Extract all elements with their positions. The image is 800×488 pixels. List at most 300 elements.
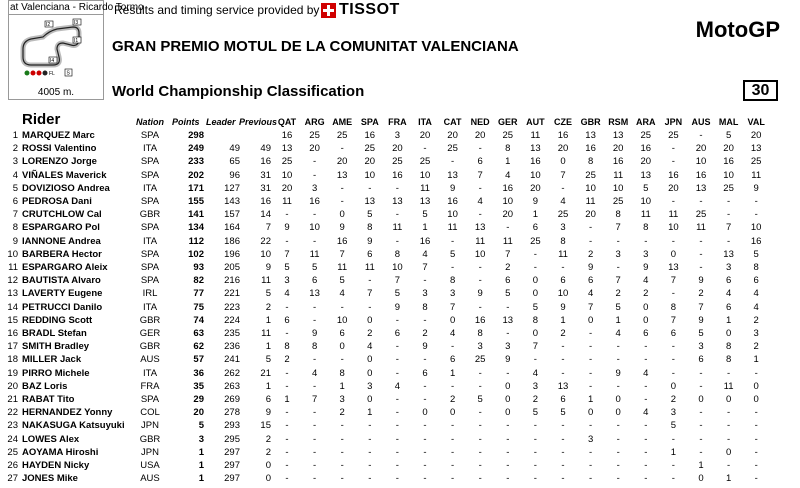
rider-points: 134 [188,222,204,234]
race-result-arg: 20 [309,143,320,155]
race-result-fra: - [395,394,399,405]
race-result-aus: - [699,248,703,260]
rider-nation: COL [140,407,160,419]
gap-to-leader: 297 [224,473,240,485]
race-result-ame: 5 [339,275,345,287]
race-result-aus: 6 [698,354,704,366]
race-result-rsm: - [616,473,620,485]
gap-to-previous: 22 [260,235,271,247]
race-result-aut: 25 [530,235,541,247]
race-result-jpn: 20 [668,182,679,194]
race-result-fra: 8 [394,248,401,260]
page-number: 30 [743,80,778,101]
race-result-ger: 7 [505,248,511,260]
race-result-spa: 16 [364,130,376,141]
leader-header: Leader [206,117,236,127]
race-result-ned: 10 [474,248,486,260]
gap-to-previous: 16 [260,196,271,207]
rider-nation: SPA [140,196,160,207]
race-result-val: 2 [753,341,759,353]
race-result-ara: 2 [643,288,649,300]
race-result-gbr: 8 [587,156,594,168]
race-result-ara: 4 [643,367,649,379]
race-result-ned: - [478,433,482,445]
table-row [0,433,800,446]
gap-to-leader: 297 [224,446,240,458]
race-result-ger: 16 [502,182,514,194]
race-result-gbr: 16 [585,143,596,155]
race-result-arg: 16 [309,196,320,207]
race-result-rsm: 8 [615,209,621,221]
race-result-ame: - [340,433,344,445]
race-result-ned: - [478,367,482,379]
track-name: at Valenciana - Ricardo Tormo [10,2,144,13]
race-result-rsm: - [616,433,620,445]
race-result-ger: 11 [502,235,513,247]
table-row [0,406,800,419]
race-result-mal: - [727,235,731,247]
race-result-aut: 0 [532,288,539,300]
swiss-cross-icon [321,3,336,18]
race-result-ara: 8 [643,222,649,234]
gap-to-leader: 278 [224,407,240,419]
race-result-ned: - [478,182,482,194]
table-row [0,340,800,353]
race-result-ara: - [644,354,648,366]
race-result-ned: 20 [474,130,486,141]
race-result-jpn: 1 [670,446,677,458]
race-result-qat: - [285,235,289,247]
race-result-ger: - [506,446,510,458]
race-result-val: 4 [753,301,759,313]
race-result-fra: 25 [392,156,403,168]
race-result-cze: - [561,262,565,273]
race-result-ara: 6 [643,328,649,339]
race-header-ger: GER [498,117,518,127]
gap-to-leader: 224 [224,314,240,326]
race-result-rsm: - [616,380,620,392]
race-result-cat: - [451,341,455,353]
classification-title: World Championship Classification [112,83,365,100]
rider-points: 75 [193,301,204,313]
race-result-rsm: 1 [615,314,621,326]
track-layout-icon [13,17,101,87]
race-result-ita: 9 [422,341,428,353]
race-result-fra: 9 [394,301,401,313]
race-result-cze: 9 [560,301,566,313]
rider-name: LORENZO Jorge [22,156,97,168]
race-result-mal: - [727,196,731,207]
race-result-aus: - [699,380,703,392]
race-result-jpn: - [671,354,675,366]
svg-text:S: S [66,70,70,77]
table-row [0,129,800,142]
race-result-ara: 0 [643,314,649,326]
race-result-fra: 3 [394,130,401,141]
race-result-ita: 16 [419,235,431,247]
race-result-val: - [754,367,758,379]
race-result-cze: 1 [560,314,566,326]
race-result-ita: - [423,394,427,405]
rider-nation: GBR [139,209,161,221]
race-result-spa: - [368,446,372,458]
rider-name: PEDROSA Dani [22,196,92,207]
rider-name: BAUTISTA Alvaro [22,275,101,287]
race-header-val: VAL [747,117,765,127]
race-result-rsm: 7 [615,222,621,234]
race-result-cze: 8 [560,235,566,247]
race-result-ara: 0 [643,301,649,313]
race-result-spa: 9 [367,235,373,247]
rider-name: JONES Mike [22,473,78,485]
rider-points: 29 [193,394,204,405]
race-result-ita: - [423,143,427,155]
race-result-jpn: - [671,143,675,155]
rider-points: 35 [193,380,204,392]
race-result-aus: - [699,367,703,379]
race-result-gbr: 20 [585,209,596,221]
rider-points: 202 [188,169,204,181]
race-result-cze: - [561,433,565,445]
race-result-ger: 20 [502,209,514,221]
race-result-ger: 2 [505,262,511,273]
race-result-ger: 13 [502,314,514,326]
race-header-rsm: RSM [608,117,629,127]
race-result-jpn: - [671,341,675,353]
race-result-fra: 11 [392,222,403,234]
race-result-spa: 0 [367,354,373,366]
race-result-qat: - [285,407,289,419]
race-result-ned: 5 [477,394,483,405]
gap-to-previous: 2 [265,301,271,313]
race-result-ned: 3 [477,341,483,353]
race-result-ame: 9 [339,222,345,234]
table-row [0,287,800,300]
rider-position: 17 [7,341,18,353]
rider-position: 13 [7,288,18,300]
race-result-ita: - [423,473,427,485]
race-result-aut: 4 [532,367,539,379]
race-result-gbr: 2 [587,248,594,260]
rider-nation: GBR [139,433,161,445]
race-result-cze: - [561,446,565,458]
gap-to-previous: 49 [260,143,271,155]
race-result-rsm: 11 [613,169,624,181]
race-result-ned: 13 [474,222,486,234]
race-result-gbr: - [589,354,593,366]
race-result-cze: 7 [560,169,566,181]
race-result-fra: 4 [394,380,401,392]
race-result-cat: - [451,460,455,471]
rider-nation: SPA [140,248,160,260]
race-result-ame: - [340,196,344,207]
gap-to-previous: 0 [265,460,271,471]
race-result-val: - [754,460,758,471]
race-result-qat: 25 [281,156,293,168]
race-header-aus: AUS [691,117,711,127]
race-result-spa: 4 [367,341,373,353]
race-result-arg: - [313,380,317,392]
race-result-cze: 6 [560,275,566,287]
race-result-rsm: 5 [615,301,621,313]
race-result-ned: - [478,380,482,392]
race-result-jpn: 3 [670,407,677,419]
race-result-rsm: - [616,420,620,432]
race-result-cze: 3 [560,222,566,234]
marker-i1: I1 [74,38,79,44]
race-result-val: 4 [753,288,759,300]
race-result-aut: 9 [532,196,539,207]
race-result-rsm: 25 [612,196,624,207]
race-result-ita: 10 [419,169,431,181]
race-result-cat: - [451,420,455,432]
race-result-arg: - [313,314,317,326]
race-result-mal: 0 [725,328,732,339]
race-result-cze: - [561,182,565,194]
race-result-ame: 7 [339,248,345,260]
race-result-cat: 16 [447,196,458,207]
race-result-ger: 0 [505,407,511,419]
rider-position: 8 [12,222,18,234]
race-result-gbr: - [589,473,593,485]
race-result-ara: - [644,341,648,353]
race-result-mal: - [727,209,731,221]
race-result-fra: 5 [394,288,401,300]
race-result-ger: 5 [505,288,511,300]
marker-i4: I4 [50,58,55,64]
race-result-arg: - [313,301,317,313]
rider-nation: GER [139,328,161,339]
rider-name: HAYDEN Nicky [22,460,90,471]
race-result-cze: - [561,341,565,353]
rider-nation: ITA [142,301,158,313]
race-result-ned: 25 [474,354,486,366]
rider-position: 6 [12,196,18,207]
race-result-aut: 16 [530,156,541,168]
gap-to-leader: 235 [224,328,240,339]
race-result-mal: 1 [725,473,732,485]
race-result-fra: 7 [394,275,401,287]
marker-fl: FL [49,71,55,77]
race-result-val: - [754,196,758,207]
race-result-spa: 0 [367,314,373,326]
race-result-arg: 13 [309,288,320,300]
race-result-mal: 25 [723,182,734,194]
rider-position: 20 [7,380,18,392]
race-result-fra: - [395,209,399,221]
race-result-qat: - [285,420,289,432]
race-header-ara: ARA [636,117,656,127]
race-result-val: - [754,209,758,221]
rider-nation: GBR [139,314,161,326]
race-result-mal: 6 [725,301,732,313]
race-result-aus: 11 [696,222,706,234]
race-result-gbr: - [589,222,593,234]
race-result-aus: - [699,420,703,432]
rider-nation: SPA [140,130,160,141]
race-result-qat: 16 [281,130,293,141]
race-result-gbr: - [589,341,593,353]
race-result-rsm: - [616,235,620,247]
race-result-val: 2 [753,314,759,326]
table-row [0,472,800,485]
rider-points: 36 [193,367,204,379]
race-result-qat: - [285,460,289,471]
race-result-val: 1 [753,354,759,366]
race-result-aus: - [699,407,703,419]
rider-nation: ITA [142,367,158,379]
race-result-jpn: 7 [670,314,677,326]
race-result-aut: 0 [532,328,539,339]
race-result-ita: - [423,354,427,366]
race-result-ame: 25 [336,130,348,141]
race-result-spa: - [368,433,372,445]
rider-points: 82 [193,275,204,287]
race-result-ame: 13 [336,169,348,181]
race-result-ara: - [644,446,648,458]
race-result-qat: - [285,473,289,485]
rider-nation: SPA [140,262,160,273]
table-row [0,327,800,340]
race-result-mal: - [727,460,731,471]
race-result-ned: 6 [477,156,483,168]
rider-position: 4 [12,169,18,181]
race-result-gbr: - [589,380,593,392]
race-result-cat: - [451,235,455,247]
race-result-spa: - [368,473,372,485]
rider-nation: SPA [140,169,160,181]
race-result-ame: 6 [339,328,345,339]
rider-name: NAKASUGA Katsuyuki [22,420,125,432]
rider-name: PETRUCCI Danilo [22,301,103,313]
race-result-ame: - [340,460,344,471]
gap-to-leader: 127 [224,182,240,194]
race-result-fra: - [395,473,399,485]
race-result-gbr: 4 [587,288,594,300]
race-result-ame: - [340,473,344,485]
race-result-ame: 11 [337,262,348,273]
race-result-cat: 2 [449,394,456,405]
rider-nation: SPA [140,275,160,287]
race-result-qat: - [285,433,289,445]
race-header-qat: QAT [277,117,297,127]
race-result-jpn: 8 [670,301,677,313]
race-result-ita: - [423,420,427,432]
tissot-logo [321,1,400,19]
race-result-cat: 13 [447,169,458,181]
race-result-rsm: 3 [615,248,621,260]
race-result-qat: - [285,367,289,379]
race-result-ara: 5 [643,182,649,194]
rider-name: BAZ Loris [22,380,68,392]
race-result-mal: 5 [725,130,732,141]
race-result-jpn: - [671,473,675,485]
race-result-cze: 20 [557,143,569,155]
race-result-aut: 5 [532,301,539,313]
race-header-gbr: GBR [580,117,601,127]
race-result-gbr: 0 [587,407,594,419]
race-result-aus: - [699,446,703,458]
race-result-cze: - [561,460,565,471]
gap-to-leader: 221 [224,288,240,300]
points-header: Points [172,117,200,127]
race-result-qat: - [285,380,289,392]
table-row [0,380,800,393]
race-result-cze: 10 [557,288,569,300]
race-result-fra: - [395,460,399,471]
rider-name: VIÑALES Maverick [22,169,107,181]
event-title: GRAN PREMIO MOTUL DE LA COMUNITAT VALENCIANA [112,38,519,55]
race-result-mal: 1 [725,314,732,326]
race-result-ger: - [506,420,510,432]
rider-name: PIRRO Michele [22,367,90,379]
race-result-arg: 5 [311,262,318,273]
race-result-cze: 11 [558,248,568,260]
gap-to-previous: 21 [260,367,271,379]
race-result-ara: 4 [643,407,649,419]
race-result-fra: - [395,420,399,432]
race-result-ger: - [506,473,510,485]
rider-position: 24 [7,433,18,445]
race-result-cze: 5 [560,407,566,419]
race-result-cat: 3 [449,288,456,300]
race-result-jpn: 6 [670,328,677,339]
race-result-aut: 3 [532,380,539,392]
gap-to-previous: 11 [261,275,271,287]
rider-name: SMITH Bradley [22,341,90,353]
race-result-jpn: - [671,288,675,300]
rider-points: 5 [198,420,204,432]
race-result-fra: - [395,341,399,353]
race-result-aut: 13 [530,143,541,155]
race-result-ame: 10 [336,314,348,326]
gap-to-leader: 186 [224,235,240,247]
gap-to-leader: 297 [224,460,240,471]
race-result-qat: 13 [281,143,293,155]
race-result-spa: 1 [367,407,373,419]
race-result-cat: 9 [449,182,456,194]
rider-name: ESPARGARO Pol [22,222,100,234]
race-result-ita: - [423,433,427,445]
race-result-aut: - [533,354,537,366]
race-result-ned: - [478,143,482,155]
race-result-ame: 2 [339,407,345,419]
rider-position: 26 [7,460,18,471]
race-result-gbr: 1 [587,394,594,405]
rider-nation: AUS [140,473,160,485]
gap-to-leader: 164 [224,222,240,234]
race-result-aus: 13 [695,182,707,194]
race-result-mal: 8 [725,341,732,353]
rider-position: 9 [12,235,18,247]
race-result-spa: 7 [367,288,373,300]
race-header-cat: CAT [443,117,462,127]
race-result-aus: 3 [698,341,704,353]
race-result-cze: 2 [560,328,566,339]
race-result-arg: - [313,235,317,247]
race-result-ned: - [478,262,482,273]
previous-header: Previous [239,117,278,127]
race-result-qat: - [285,328,289,339]
race-header-jpn: JPN [664,117,683,127]
race-result-ned: 16 [474,314,486,326]
race-result-ara: - [644,235,648,247]
category-title: MotoGP [695,17,780,42]
race-result-ger: 0 [505,380,511,392]
race-result-ned: 7 [477,169,483,181]
race-result-ita: - [423,275,427,287]
race-result-aut: - [533,248,537,260]
